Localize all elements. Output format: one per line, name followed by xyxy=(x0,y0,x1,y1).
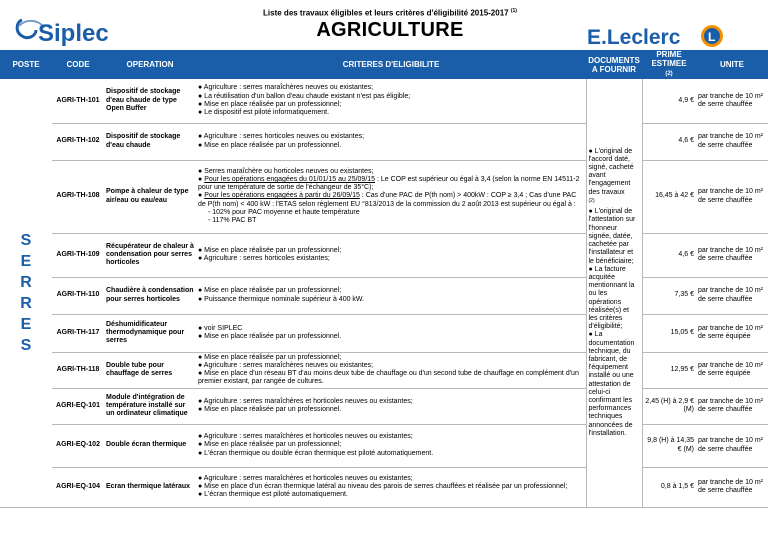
row-criteres: ● Agriculture : serres horticoles neuves ou existantes; ● Mise en place réalisée par un professionnel. xyxy=(196,123,586,160)
header-operation: OPERATION xyxy=(104,50,196,79)
row-prime: 16,45 à 42 € xyxy=(642,160,696,233)
row-criteres: ● voir SIPLEC ● Mise en place réalisée par un professionnel. xyxy=(196,314,586,352)
row-code: AGRI-EQ-104 xyxy=(52,467,104,507)
row-code: AGRI-EQ-101 xyxy=(52,388,104,424)
row-unite: par tranche de 10 m² de serre chauffée xyxy=(696,123,768,160)
row-operation: Récupérateur de chaleur à condensation pour serres horticoles xyxy=(104,233,196,277)
table-header-row xyxy=(0,50,768,79)
row-prime: 7,35 € xyxy=(642,277,696,314)
header-unite: UNITE xyxy=(696,50,768,79)
row-unite: par tranche de 10 m² de serre chauffée xyxy=(696,79,768,123)
row-criteres: ● Agriculture : serres maraîchères et horticoles neuves ou existantes; ● Mise en place d'un écran thermique latéral au niveau des parois de serres chauffées et réalisée par un professionnel; ● L'écran thermique est piloté automatiquement. xyxy=(196,467,586,507)
row-code: AGRI-TH-110 xyxy=(52,277,104,314)
row-unite: par tranche de 10 m² de serre chauffée xyxy=(696,277,768,314)
eligibility-table xyxy=(0,50,768,508)
row-code: AGRI-TH-101 xyxy=(52,79,104,123)
row-prime: 4,9 € xyxy=(642,79,696,123)
row-unite: par tranche de 10 m² de serre chauffée xyxy=(696,388,768,424)
row-operation: Déshumidificateur thermodynamique pour serres xyxy=(104,314,196,352)
row-operation: Double écran thermique xyxy=(104,424,196,467)
documents-cell: ● L'original de l'accord daté, signé, cacheté avant l'engagement des travaux $^{(2)}$ ● L'original de l'attestation sur l'honneur signée, datée, cachetée par l'installateur et le bénéficiaire; ● La facture acquitée mentionnant la ou les opérations réalisée(s) et les critères d'éligibilité; ● La documentation technique, du fabricant, de l'équipement installé ou une attestation de celui-ci confirmant les performances techniques annoncées de l'installation. xyxy=(586,79,642,507)
row-unite: par tranche de 10 m² de serre équipée xyxy=(696,314,768,352)
leclerc-logo xyxy=(585,20,725,50)
row-operation: Pompe à chaleur de type air/eau ou eau/eau xyxy=(104,160,196,233)
row-criteres: ● Agriculture : serres maraîchères neuves ou existantes; ● La réutilisation d'un ballon d'eau chaude existant n'est pas éligible; ● Mise en place réalisée par un professionnel; ● Le dispositif est piloté informatiquement. xyxy=(196,79,586,123)
row-criteres: ● Mise en place réalisée par un professionnel; ● Agriculture : serres horticoles existantes; xyxy=(196,233,586,277)
table-row xyxy=(0,388,768,424)
row-criteres: ● Agriculture : serres maraîchères et horticoles neuves ou existantes; ● Mise en place réalisée par un professionnel; ● L'écran thermique ou double écran thermique est piloté automatiquement. xyxy=(196,424,586,467)
row-code: AGRI-TH-108 xyxy=(52,160,104,233)
table-row xyxy=(0,467,768,507)
table-row xyxy=(0,277,768,314)
row-operation: Chaudière à condensation pour serres horticoles xyxy=(104,277,196,314)
row-operation: Module d'intégration de température installé sur un ordinateur climatique xyxy=(104,388,196,424)
table-row xyxy=(0,123,768,160)
row-code: AGRI-TH-118 xyxy=(52,352,104,388)
table-row xyxy=(0,233,768,277)
row-operation: Dispositif de stockage d'eau chaude de type Open Buffer xyxy=(104,79,196,123)
row-unite: par tranche de 10 m² de serre chauffée xyxy=(696,467,768,507)
row-prime: 0,8 à 1,5 € xyxy=(642,467,696,507)
svg-text:E.Leclerc: E.Leclerc xyxy=(587,26,681,49)
table-row xyxy=(0,352,768,388)
row-prime: 2,45 (H) à 2,9 € (M) xyxy=(642,388,696,424)
table-row xyxy=(0,424,768,467)
table-row xyxy=(0,79,768,123)
header-documents: DOCUMENTS A FOURNIR xyxy=(586,50,642,79)
header-criteres: CRITERES D'ELIGIBILITE xyxy=(196,50,586,79)
poste-cell xyxy=(0,79,52,507)
header-code: CODE xyxy=(52,50,104,79)
row-unite: par tranche de 10 m² de serre chauffée xyxy=(696,233,768,277)
header-prime: PRIME ESTIMEE (2) xyxy=(642,50,696,79)
row-code: AGRI-TH-117 xyxy=(52,314,104,352)
svg-text:L: L xyxy=(708,30,716,44)
svg-text:Siplec: Siplec xyxy=(38,20,109,47)
table-row xyxy=(0,314,768,352)
row-operation: Ecran thermique latéraux xyxy=(104,467,196,507)
row-criteres: ● Agriculture : serres maraîchères et horticoles neuves ou existantes; ● Mise en place réalisée par un professionnel. xyxy=(196,388,586,424)
row-operation: Double tube pour chauffage de serres xyxy=(104,352,196,388)
page-header xyxy=(0,0,768,55)
siplec-logo xyxy=(14,14,134,48)
row-prime: 9,8 (H) à 14,35 € (M) xyxy=(642,424,696,467)
row-code: AGRI-TH-109 xyxy=(52,233,104,277)
row-unite: par tranche de 10 m² de serre chauffée xyxy=(696,424,768,467)
poste-label-serres: S E R R E S xyxy=(20,231,32,354)
row-code: AGRI-TH-102 xyxy=(52,123,104,160)
page-title: AGRICULTURE xyxy=(316,19,464,41)
row-criteres: ● Mise en place réalisée par un professionnel; ● Puissance thermique nominale supérieur à 400 kW. xyxy=(196,277,586,314)
row-prime: 15,05 € xyxy=(642,314,696,352)
row-operation: Dispositif de stockage d'eau chaude xyxy=(104,123,196,160)
row-unite: par tranche de 10 m² de serre chauffée xyxy=(696,160,768,233)
row-prime: 4,6 € xyxy=(642,233,696,277)
row-prime: 4,6 € xyxy=(642,123,696,160)
row-code: AGRI-EQ-102 xyxy=(52,424,104,467)
row-unite: par tranche de 10 m² de serre équipée xyxy=(696,352,768,388)
document-title: Liste des travaux éligibles et leurs critères d'éligibilité 2015-2017 $^{(1)}$ xyxy=(263,8,517,18)
row-prime: 12,95 € xyxy=(642,352,696,388)
row-criteres: ● Serres maraîchère ou horticoles neuves ou existantes; ● Pour les opérations engagées du 01/01/15 au 25/09/15 : Le COP est supérieur ou égal à 3,4 (selon la norme EN 14511-2 pour une température de sortie de l'échangeur de 35°C); ● Pour les opérations engagées à partir du 26/09/15 : Cas d'une PAC de P(th nom) > 400kW : COP ≥ 3,4 ; Cas d'une PAC de P(th nom) < 400 kW : l'ETAS selon règlement EU °813/2013 de la commission du 2 août 2013 est supérieur ou égal à : - 102% pour PAC moyenne et haute température - 117% PAC BT xyxy=(196,160,586,233)
row-criteres: ● Mise en place réalisée par un professionnel; ● Agriculture : serres maraîchères neuves ou existantes; ● Mise en place d'un réseau BT d'au moins deux tube de chauffage ou d'un second tube de chauffage en complément d'un premier existant, par rangée de cultures. xyxy=(196,352,586,388)
table-row xyxy=(0,160,768,233)
header-poste: POSTE xyxy=(0,50,52,79)
